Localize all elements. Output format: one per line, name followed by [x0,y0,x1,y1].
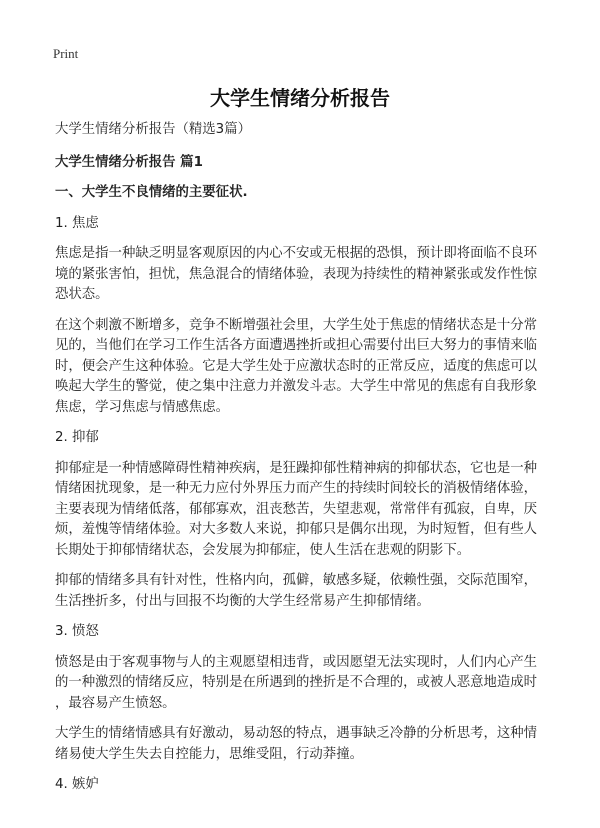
subsection-heading: 3. 愤怒 [55,624,99,639]
subsection-heading: 2. 抑郁 [55,430,99,445]
paragraph: 抑郁症是一种情感障碍性精神疾病，是狂躁抑郁性精神病的抑郁状态，它也是一种 情绪困扰现象，是一种无力应付外界压力而产生的持续时间较长的消极情绪体验， 主要表现为情绪低落，郁郁寡欢，沮丧愁苦，失望悲观，常常伴有孤寂，自卑，厌 烦，羞愧等情绪体验。对大多数人来说，抑郁只是偶尔出现，为时短暂，但有些人 长期处于抑郁情绪状态，会发展为抑郁症，使人生活在悲观的阴影下。 [55,460,538,558]
paragraph: 在这个刺激不断增多，竞争不断增强社会里，大学生处于焦虑的情绪状态是十分常 见的，当他们在学习工作生活各方面遭遇挫折或担心需要付出巨大努力的事情来临 时，便会产生这种体验。它是大学生处于应激状态时的正常反应，适度的焦虑可以 唤起大学生的警觉，使之集中注意力并激发斗志。大学生中常见的焦虑有自我形象 焦虑，学习焦虑与情感焦虑。 [55,317,538,415]
document-body [55,120,575,806]
print-link[interactable]: Print [53,46,79,61]
section-heading: 一、大学生不良情绪的主要征状. [55,185,248,200]
paragraph: 愤怒是由于客观事物与人的主观愿望相违背，或因愿望无法实现时，人们内心产生 的一种激烈的情绪反应，特别是在所遇到的挫折是不合理的，或被人恶意地造成时 ，最容易产生愤怒。 [55,654,538,711]
part-heading: 大学生情绪分析报告 篇1 [55,154,203,170]
paragraph: 抑郁的情绪多具有针对性，性格内向，孤僻，敏感多疑，依赖性强，交际范围窄， 生活挫折多，付出与回报不均衡的大学生经常易产生抑郁情绪。 [55,573,538,609]
document-subtitle: 大学生情绪分析报告（精选3篇） [55,122,251,137]
paragraph: 焦虑是指一种缺乏明显客观原因的内心不安或无根据的恐惧，预计即将面临不良环 境的紧张害怕，担忧，焦急混合的情绪体验，表现为持续性的精神紧张或发作性惊 恐状态。 [55,246,538,302]
paragraph: 大学生的情绪情感具有好激动，易动怒的特点，遇事缺乏冷静的分析思考，这种情 绪易使大学生失去自控能力，思维受阻，行动莽撞。 [55,726,538,762]
subsection-heading: 4. 嫉妒 [55,777,99,792]
subsection-heading: 1. 焦虑 [55,215,99,231]
document-title: 大学生情绪分析报告 [210,86,390,110]
